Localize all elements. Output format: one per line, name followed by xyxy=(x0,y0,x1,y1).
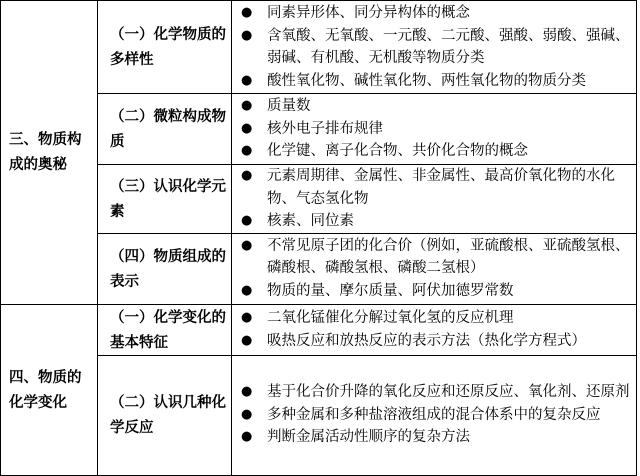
bullet-icon: ● xyxy=(241,282,253,298)
point-list xyxy=(240,2,632,92)
table-row xyxy=(1,1,637,94)
topic-title-cell xyxy=(98,165,232,234)
bullet-icon: ● xyxy=(241,332,253,348)
list-item xyxy=(240,140,632,163)
topic-title-cell xyxy=(98,1,232,94)
bullet-icon: ● xyxy=(241,120,253,136)
points-cell xyxy=(232,165,637,234)
bullet-icon: ● xyxy=(241,168,253,183)
point-list xyxy=(240,165,632,233)
unit-title: 三、物质构成的奥秘 xyxy=(9,131,82,174)
point-text: 判断金属活动性顺序的复杂方法 xyxy=(267,429,470,446)
point-text: 物质的量、摩尔质量、阿伏加德罗常数 xyxy=(267,282,514,299)
list-item xyxy=(240,165,632,210)
list-item xyxy=(240,307,632,330)
point-text: 含氧酸、无氧酸、一元酸、二元酸、强酸、弱酸、强碱、弱碱、有机酸、无机酸等物质分类 xyxy=(267,27,630,66)
list-item xyxy=(240,2,632,25)
list-item xyxy=(240,118,632,141)
bullet-icon: ● xyxy=(241,384,253,400)
topic-title: （二）认识几种化学反应 xyxy=(110,394,226,436)
bullet-icon: ● xyxy=(241,143,253,159)
point-list xyxy=(240,307,632,352)
list-item xyxy=(240,426,632,449)
bullet-icon: ● xyxy=(241,310,253,325)
point-text: 二氧化锰催化分解过氧化氢的反应机理 xyxy=(267,310,514,326)
point-text: 吸热反应和放热反应的表示方法（热化学方程式） xyxy=(267,332,586,349)
point-list xyxy=(240,95,632,163)
list-item xyxy=(240,381,632,404)
list-item xyxy=(240,210,632,233)
list-item xyxy=(240,404,632,427)
unit-title: 四、物质的化学变化 xyxy=(9,368,82,411)
topic-title-cell xyxy=(98,233,232,304)
point-list xyxy=(240,381,632,449)
unit-title-cell xyxy=(1,1,98,305)
points-cell xyxy=(232,94,637,165)
bullet-icon: ● xyxy=(241,213,253,228)
points-cell xyxy=(232,304,637,355)
point-text: 化学键、离子化合物、共价化合物的概念 xyxy=(267,143,528,160)
list-item xyxy=(240,95,632,118)
point-text: 同素异形体、同分异构体的概念 xyxy=(267,5,470,21)
point-text: 元素周期律、金属性、非金属性、最高价氧化物的水化物、气态氢化物 xyxy=(267,168,615,207)
point-text: 多种金属和多种盐溶液组成的混合体系中的复杂反应 xyxy=(267,406,601,423)
point-text: 酸性氧化物、碱性氧化物、两性氧化物的物质分类 xyxy=(267,72,586,89)
list-item xyxy=(240,330,632,353)
topic-title-cell xyxy=(98,304,232,355)
list-item xyxy=(240,25,632,70)
bullet-icon: ● xyxy=(241,72,253,88)
bullet-icon: ● xyxy=(241,98,253,114)
topic-title-cell xyxy=(98,355,232,475)
bullet-icon: ● xyxy=(241,406,253,422)
list-item xyxy=(240,280,632,303)
point-list xyxy=(240,235,632,303)
topic-title: （一）化学变化的基本特征 xyxy=(110,308,226,351)
list-item xyxy=(240,70,632,93)
bullet-icon: ● xyxy=(241,237,253,253)
points-cell xyxy=(232,1,637,94)
point-text: 核素、同位素 xyxy=(267,213,354,229)
points-cell xyxy=(232,233,637,304)
topic-title: （四）物质组成的表示 xyxy=(110,247,226,290)
topic-title: （二）微粒构成物质 xyxy=(110,108,226,150)
topic-title: （一）化学物质的多样性 xyxy=(110,26,226,68)
topic-title: （三）认识化学元素 xyxy=(110,177,226,220)
unit-title-cell xyxy=(1,304,98,475)
list-item xyxy=(240,235,632,280)
bullet-icon: ● xyxy=(241,5,253,20)
points-cell xyxy=(232,355,637,475)
table-row xyxy=(1,304,637,355)
point-text: 质量数 xyxy=(267,98,311,115)
point-text: 基于化合价升降的氧化反应和还原反应、氧化剂、还原剂 xyxy=(267,384,630,401)
point-text: 核外电子排布规律 xyxy=(267,120,383,137)
bullet-icon: ● xyxy=(241,429,253,445)
topic-title-cell xyxy=(98,94,232,165)
bullet-icon: ● xyxy=(241,27,253,43)
point-text: 不常见原子团的化合价（例如，亚硫酸根、亚硫酸氢根、磷酸根、磷酸氢根、磷酸二氢根） xyxy=(267,237,630,277)
